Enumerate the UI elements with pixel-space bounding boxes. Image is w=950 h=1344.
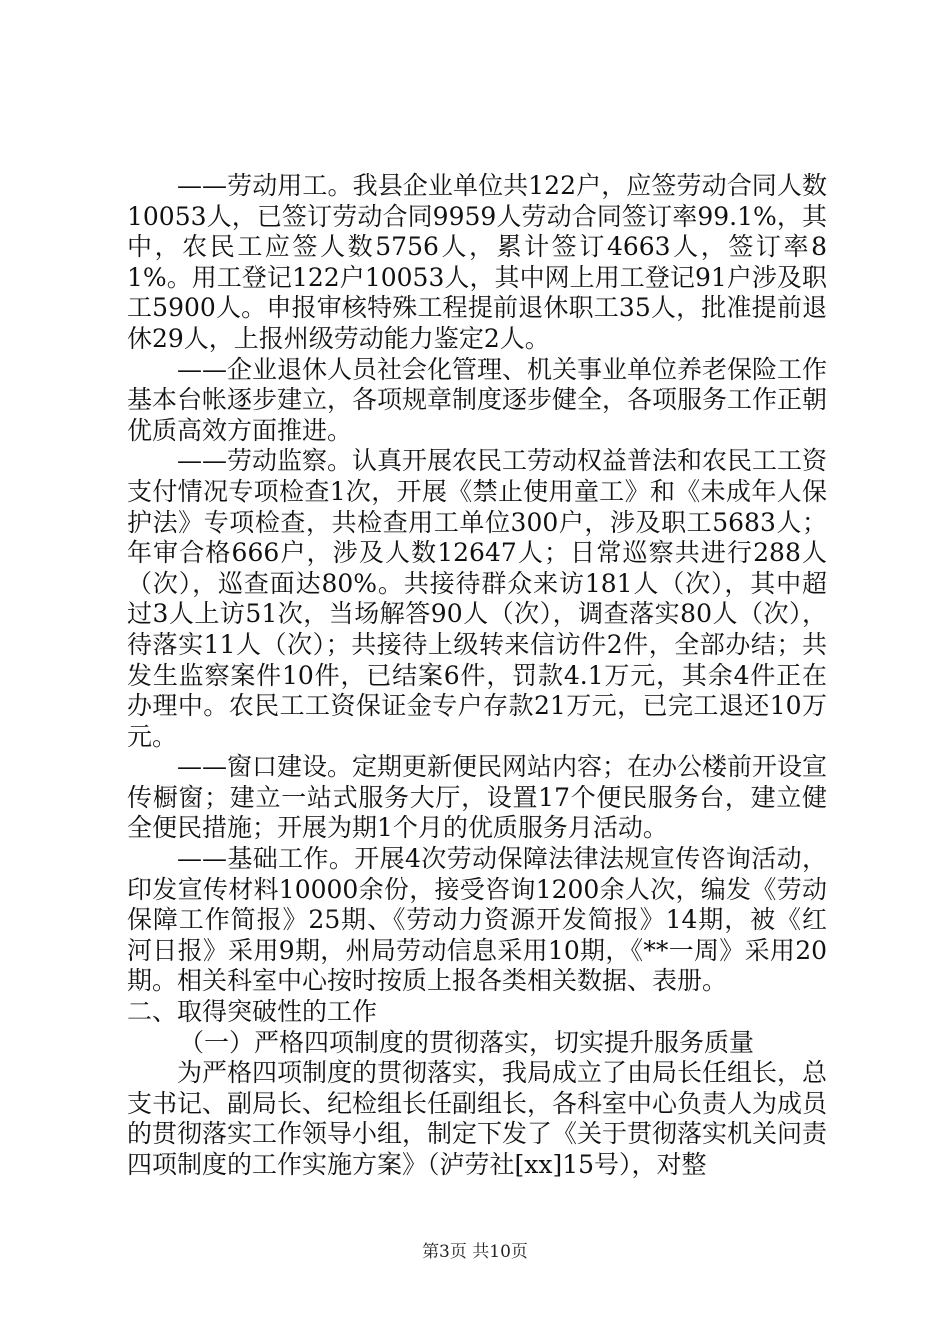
- section-heading: 二、取得突破性的工作: [127, 997, 378, 1027]
- document-body: [127, 171, 827, 1181]
- subsection-heading: （一）严格四项制度的贯彻落实，切实提升服务质量: [179, 1027, 755, 1057]
- paragraph-four-systems: 为严格四项制度的贯彻落实，我局成立了由局长任组长，总支书记、副局长、纪检组长任副组长，各科室中心负责人为成员的贯彻落实工作领导小组，制定下发了《关于贯彻落实机关问责四项制度的工作实施方案》（泸劳社[xx]15号），对整: [127, 1058, 828, 1179]
- paragraph-labor-employment: ——劳动用工。我县企业单位共122户，应签劳动合同人数10053人，已签订劳动合同9959人劳动合同签订率99.1%，其中，农民工应签人数5756人，累计签订4663人，签订率81%。用工登记122户10053人，其中网上用工登记91户涉及职工5900人。申报审核特殊工程提前退休职工35人，批准提前退休29人，上报州级劳动能力鉴定2人。: [127, 171, 827, 353]
- paragraph-window-construction: ——窗口建设。定期更新便民网站内容；在办公楼前开设宣传橱窗；建立一站式服务大厅，设置17个便民服务台，建立健全便民措施；开展为期1个月的优质服务月活动。: [127, 752, 828, 843]
- paragraph-basic-work: ——基础工作。开展4次劳动保障法律法规宣传咨询活动，印发宣传材料10000余份，接受咨询1200余人次，编发《劳动保障工作简报》25期、《劳动力资源开发简报》14期，被《红河日报》采用9期，州局劳动信息采用10期，《**一周》采用20期。相关科室中心按时按质上报各类相关数据、表册。: [127, 844, 827, 996]
- paragraph-labor-inspection: ——劳动监察。认真开展农民工劳动权益普法和农民工工资支付情况专项检查1次，开展《禁止使用童工》和《未成年人保护法》专项检查，共检查用工单位300户，涉及职工5683人；年审合格666户，涉及人数12647人；日常巡察共进行288人（次），巡查面达80%。共接待群众来访181人（次），其中超过3人上访51次，当场解答90人（次），调查落实80人（次），待落实11人（次）；共接待上级转来信访件2件，全部办结；共发生监察案件10件，已结案6件，罚款4.1万元，其余4件正在办理中。农民工工资保证金专户存款21万元，已完工退还10万元。: [127, 446, 828, 751]
- paragraph-retiree-management: ——企业退休人员社会化管理、机关事业单位养老保险工作基本台帐逐步建立，各项规章制度逐步健全，各项服务工作正朝优质高效方面推进。: [127, 354, 828, 445]
- page-footer: 第3页 共10页: [422, 1242, 528, 1262]
